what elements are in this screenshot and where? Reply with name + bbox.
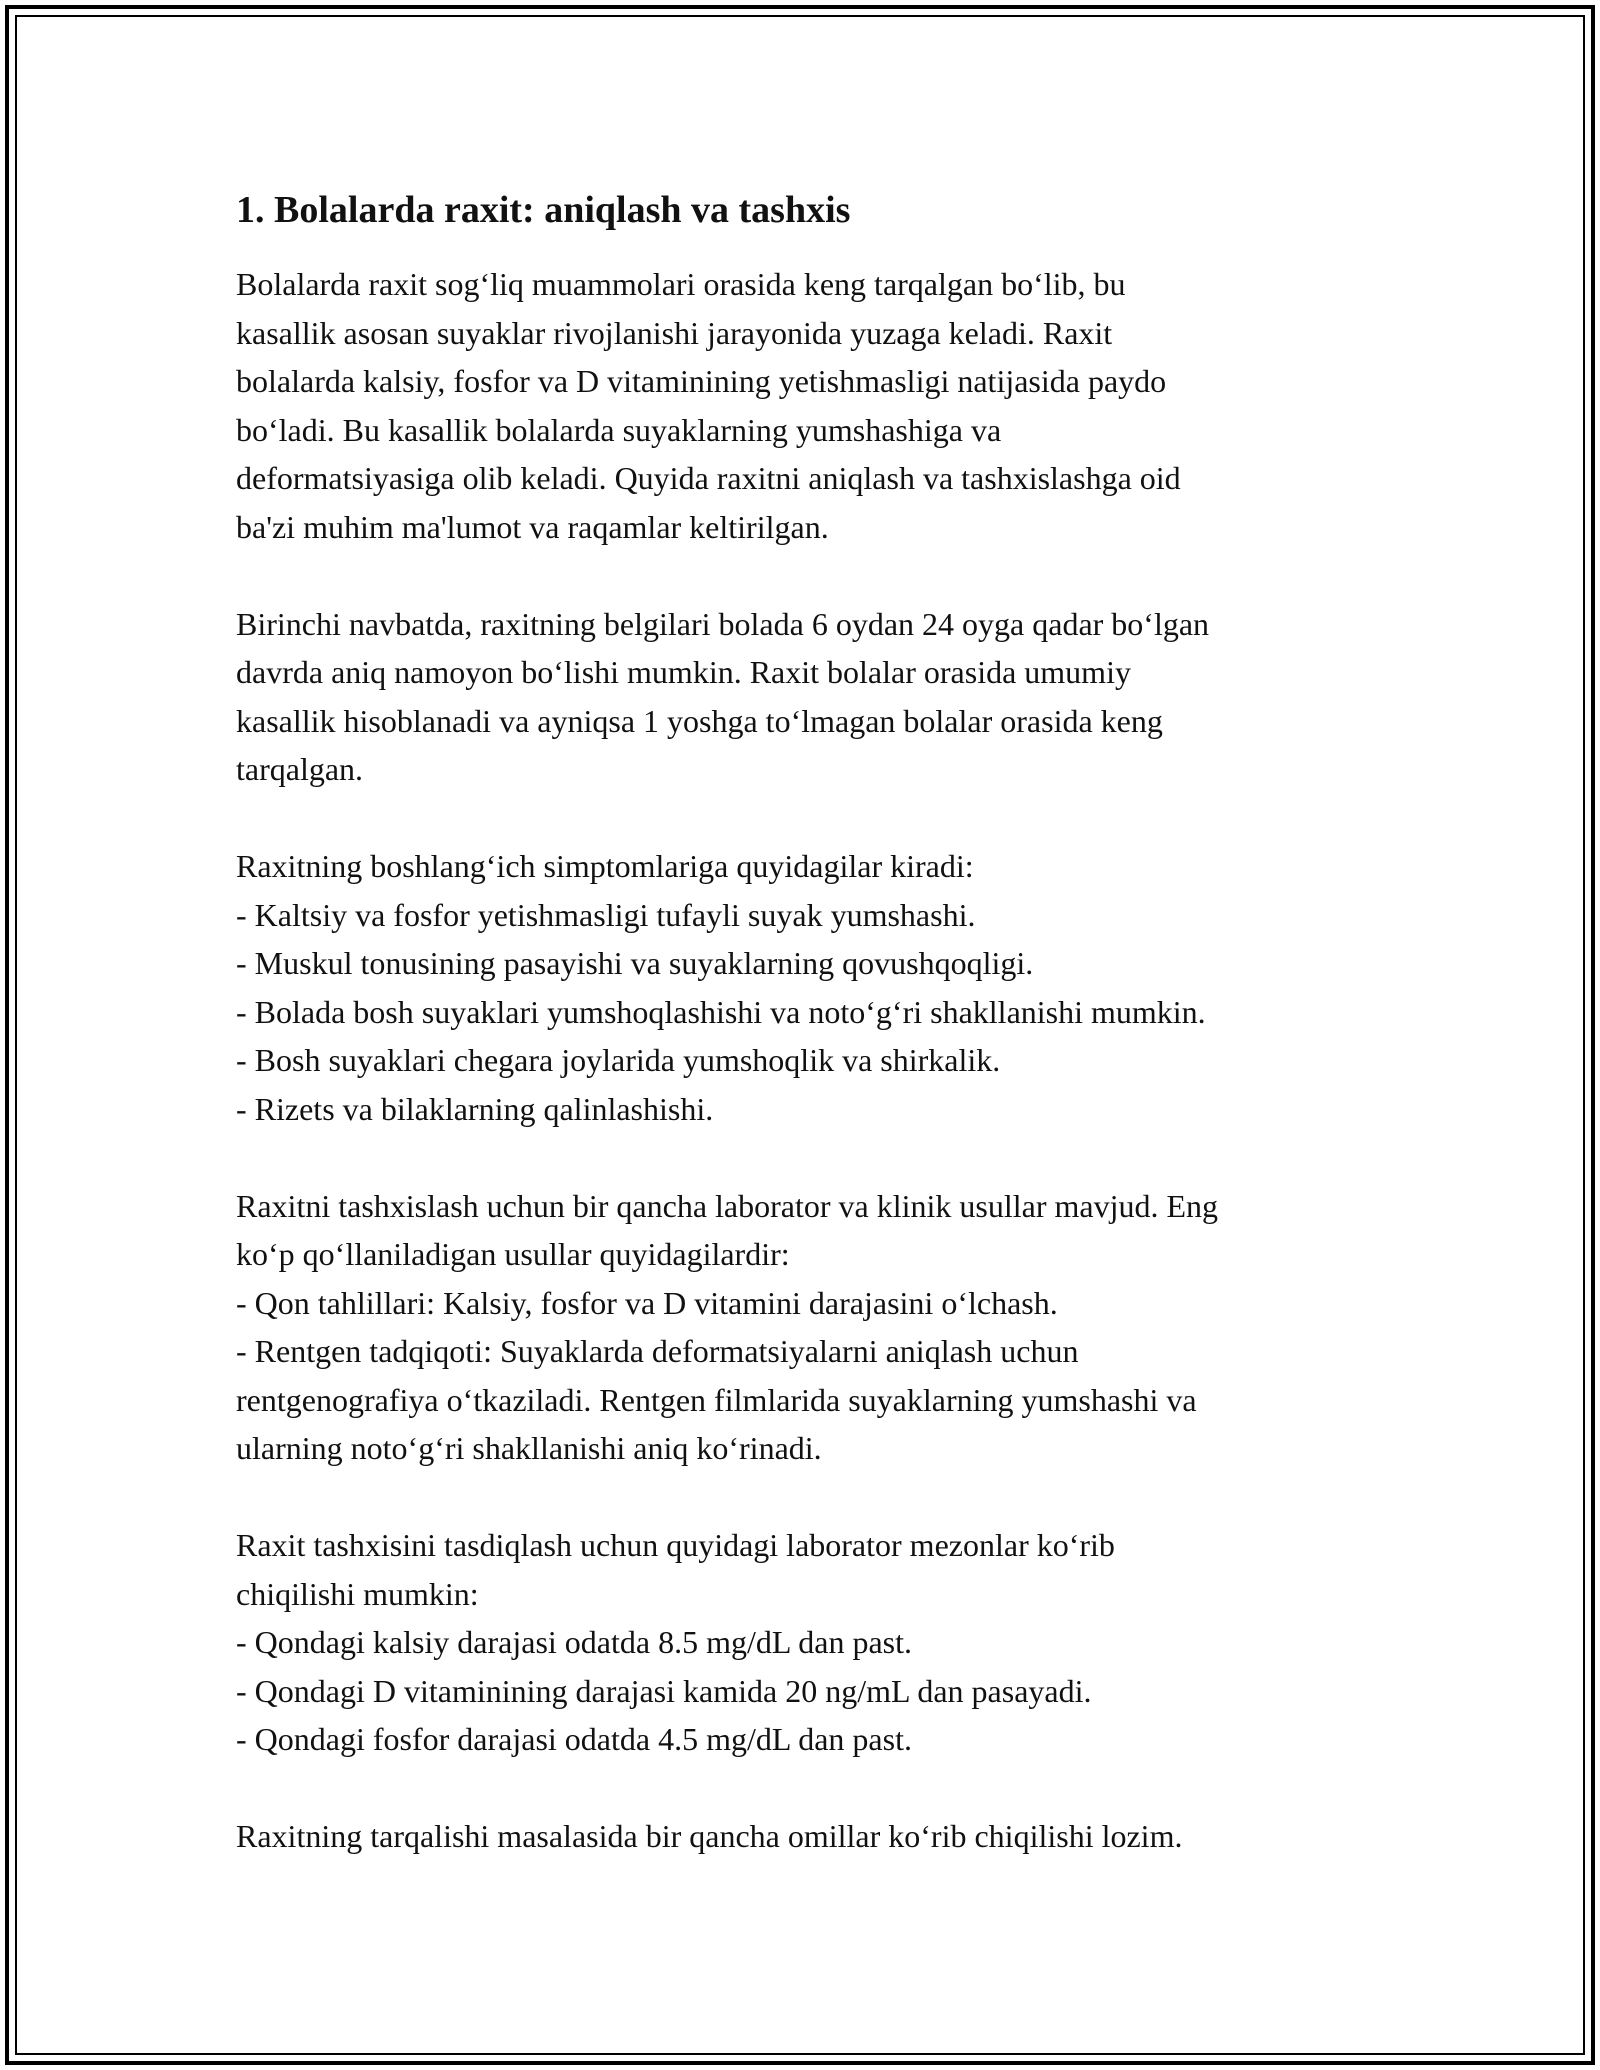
paragraph-gap <box>236 1133 1376 1182</box>
text-line: ba'zi muhim ma'lumot va raqamlar keltirilgan. <box>236 508 829 545</box>
paragraph-gap <box>236 1764 1376 1813</box>
text-line: chiqilishi mumkin: <box>236 1575 479 1612</box>
document-body <box>236 186 1376 1861</box>
text-line: bo‘ladi. Bu kasallik bolalarda suyaklarning yumshashiga va <box>236 411 1002 448</box>
list-item: - Qondagi fosfor darajasi odatda 4.5 mg/dL dan past. <box>236 1721 912 1757</box>
paragraph-gap <box>236 794 1376 843</box>
text-line: davrda aniq namoyon bo‘lishi mumkin. Raxit bolalar orasida umumiy <box>236 654 1131 690</box>
text-line: ularning noto‘g‘ri shakllanishi aniq ko‘rinadi. <box>236 1430 822 1466</box>
list-item: - Rizets va bilaklarning qalinlashishi. <box>236 1090 714 1127</box>
section-title: 1. Bolalarda raxit: aniqlash va tashxis <box>236 189 851 231</box>
paragraph-diagnosis-methods <box>236 1182 1376 1473</box>
paragraph-symptoms <box>236 842 1376 1133</box>
list-item: - Muskul tonusining pasayishi va suyaklarning qovushqoqligi. <box>236 945 1034 981</box>
list-item: - Bolada bosh suyaklari yumshoqlashishi va noto‘g‘ri shakllanishi mumkin. <box>236 993 1206 1030</box>
paragraph-intro <box>236 260 1376 551</box>
paragraph-onset <box>236 600 1376 794</box>
text-line: bolalarda kalsiy, fosfor va D vitaminining yetishmasligi natijasida paydo <box>236 363 1167 399</box>
paragraph-lab-criteria <box>236 1521 1376 1764</box>
list-item: - Qondagi kalsiy darajasi odatda 8.5 mg/dL dan past. <box>236 1624 912 1660</box>
list-item: - Kaltsiy va fosfor yetishmasligi tufayli suyak yumshashi. <box>236 896 976 933</box>
list-item: - Qondagi D vitaminining darajasi kamida 20 ng/mL dan pasayadi. <box>236 1672 1092 1709</box>
paragraph-spread <box>236 1812 1376 1861</box>
text-line: kasallik asosan suyaklar rivojlanishi jarayonida yuzaga keladi. Raxit <box>236 314 1113 351</box>
paragraph-gap <box>236 1473 1376 1522</box>
text-line: Birinchi navbatda, raxitning belgilari bolada 6 oydan 24 oyga qadar bo‘lgan <box>236 605 1210 642</box>
text-line: Raxitning tarqalishi masalasida bir qancha omillar ko‘rib chiqilishi lozim. <box>236 1818 1183 1854</box>
text-line: rentgenografiya o‘tkaziladi. Rentgen filmlarida suyaklarning yumshashi va <box>236 1381 1197 1418</box>
text-line: kasallik hisoblanadi va ayniqsa 1 yoshga to‘lmagan bolalar orasida keng <box>236 702 1163 739</box>
text-line: ko‘p qo‘llaniladigan usullar quyidagilardir: <box>236 1236 790 1272</box>
text-line: Raxitni tashxislash uchun bir qancha laborator va klinik usullar mavjud. Eng <box>236 1187 1219 1224</box>
list-item: - Bosh suyaklari chegara joylarida yumshoqlik va shirkalik. <box>236 1042 1001 1078</box>
list-item: - Qon tahlillari: Kalsiy, fosfor va D vitamini darajasini o‘lchash. <box>236 1284 1058 1321</box>
text-line: tarqalgan. <box>236 751 364 787</box>
text-line: deformatsiyasiga olib keladi. Quyida raxitni aniqlash va tashxislashga oid <box>236 460 1181 496</box>
paragraph-gap <box>236 551 1376 600</box>
text-line: Raxitning boshlang‘ich simptomlariga quyidagilar kiradi: <box>236 848 974 884</box>
text-line: Bolalarda raxit sog‘liq muammolari orasida keng tarqalgan bo‘lib, bu <box>236 266 1126 302</box>
list-item: - Rentgen tadqiqoti: Suyaklarda deformatsiyalarni aniqlash uchun <box>236 1333 1079 1369</box>
text-line: Raxit tashxisini tasdiqlash uchun quyidagi laborator mezonlar ko‘rib <box>236 1527 1115 1563</box>
